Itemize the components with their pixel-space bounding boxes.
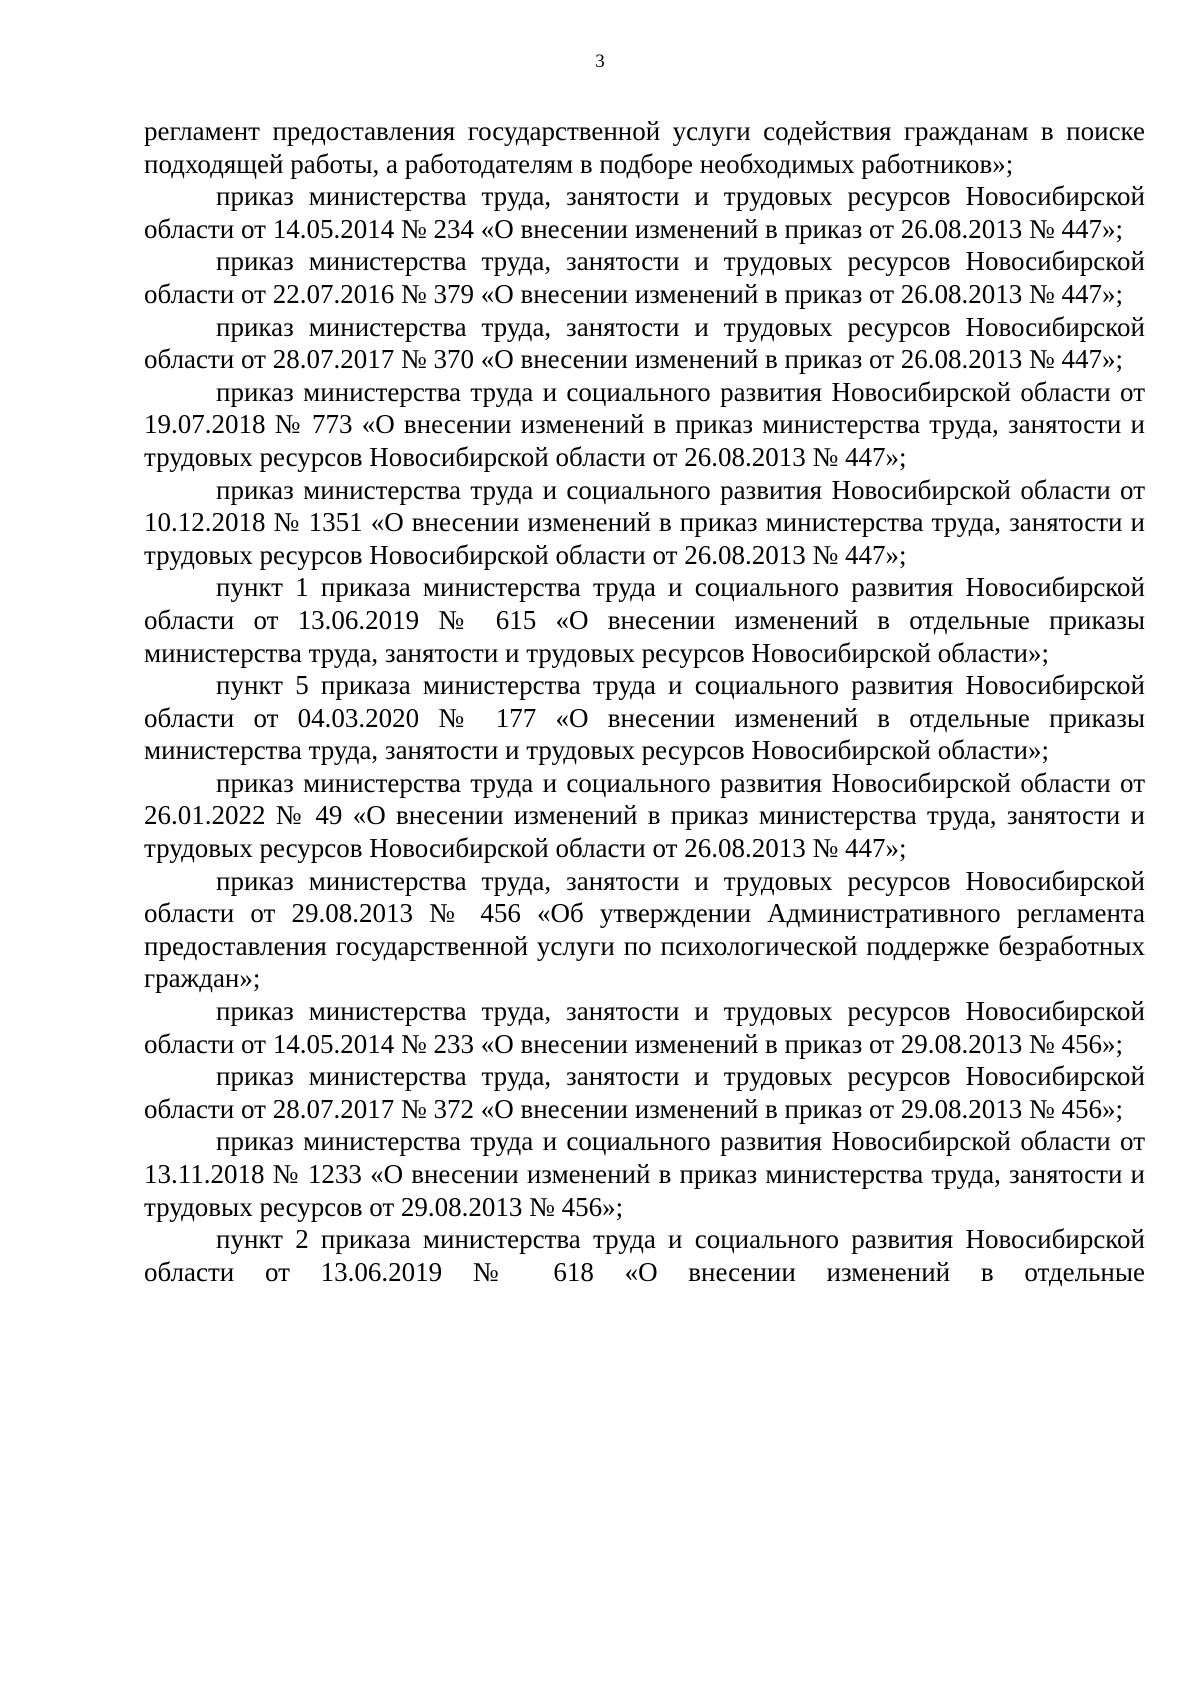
paragraph: регламент предоставления государственной услуги содействия гражданам в поиске подходящей работы, а работодателям в подборе необходимых работников»; [144,116,1145,179]
paragraph: приказ министерства труда, занятости и трудовых ресурсов Новосибирской области от 28.07.2017 № 372 «О внесении изменений в приказ от 29.08.2013 № 456»; [144,1061,1145,1124]
page-number: 3 [595,51,605,72]
paragraph: приказ министерства труда и социального развития Новосибирской области от 10.12.2018 № 1351 «О внесении изменений в приказ министерства труда, занятости и трудовых ресурсов Новосибирской области от 26.08.2013 № 447»; [144,474,1145,570]
paragraph: приказ министерства труда, занятости и трудовых ресурсов Новосибирской области от 14.05.2014 № 234 «О внесении изменений в приказ от 26.08.2013 № 447»; [144,181,1145,244]
document-body [144,115,1145,1288]
paragraph: приказ министерства труда, занятости и трудовых ресурсов Новосибирской области от 14.05.2014 № 233 «О внесении изменений в приказ от 29.08.2013 № 456»; [144,996,1145,1059]
paragraph-continued: пункт 2 приказа министерства труда и социального развития Новосибирской области от 13.06.2019 № 618 «О внесении изменений в отдельные [144,1224,1145,1287]
paragraph: приказ министерства труда, занятости и трудовых ресурсов Новосибирской области от 22.07.2016 № 379 «О внесении изменений в приказ от 26.08.2013 № 447»; [144,246,1145,309]
paragraph: пункт 5 приказа министерства труда и социального развития Новосибирской области от 04.03.2020 № 177 «О внесении изменений в отдельные приказы министерства труда, занятости и трудовых ресурсов Новосибирской области»; [144,670,1145,766]
paragraph: приказ министерства труда и социального развития Новосибирской области от 26.01.2022 № 49 «О внесении изменений в приказ министерства труда, занятости и трудовых ресурсов Новосибирской области от 26.08.2013 № 447»; [144,767,1145,864]
paragraph: пункт 1 приказа министерства труда и социального развития Новосибирской области от 13.06.2019 № 615 «О внесении изменений в отдельные приказы министерства труда, занятости и трудовых ресурсов Новосибирской области»; [144,572,1145,668]
paragraph: приказ министерства труда, занятости и трудовых ресурсов Новосибирской области от 28.07.2017 № 370 «О внесении изменений в приказ от 26.08.2013 № 447»; [144,311,1145,375]
paragraph: приказ министерства труда и социального развития Новосибирской области от 13.11.2018 № 1233 «О внесении изменений в приказ министерства труда, занятости и трудовых ресурсов от 29.08.2013 № 456»; [144,1126,1145,1222]
paragraph: приказ министерства труда, занятости и трудовых ресурсов Новосибирской области от 29.08.2013 № 456 «Об утверждении Административного регламента предоставления государственной услуги по психологической поддержке безработных граждан»; [144,865,1145,994]
paragraph: приказ министерства труда и социального развития Новосибирской области от 19.07.2018 № 773 «О внесении изменений в приказ министерства труда, занятости и трудовых ресурсов Новосибирской области от 26.08.2013 № 447»; [144,376,1145,472]
